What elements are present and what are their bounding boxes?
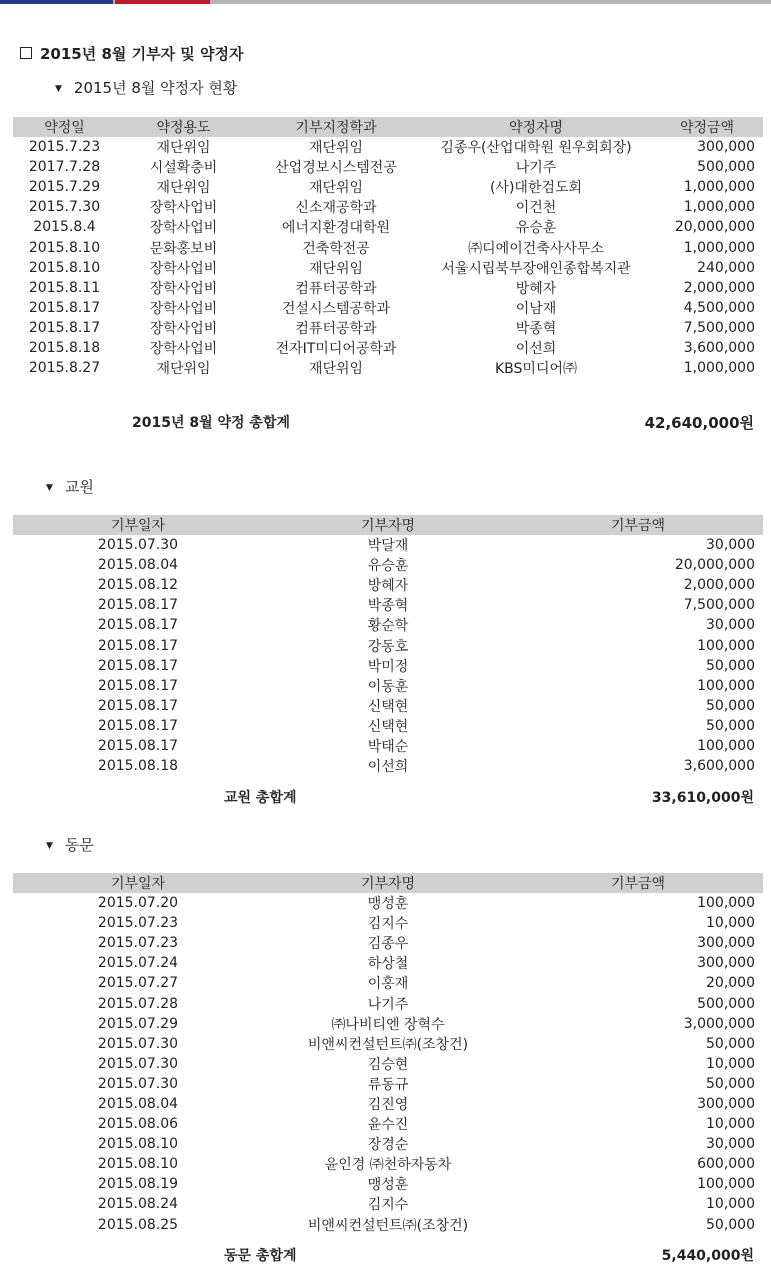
pledges-total-label: 2015년 8월 약정 총합계: [132, 415, 290, 431]
cell-pledge-date: 2015.8.10: [28, 239, 101, 256]
column-header-pledge-date: 약정일: [13, 117, 116, 137]
cell-donor-name: 김진영: [367, 1096, 409, 1113]
cell-donation-amount: 3,000,000: [683, 1015, 755, 1032]
cell-pledge-amount: 1,000,000: [683, 179, 755, 196]
cell-pledge-date: 2015.8.11: [28, 279, 101, 296]
cell-donation-date: 2015.08.17: [97, 717, 179, 734]
table-row: [13, 258, 763, 278]
cell-donation-amount: 300,000: [697, 935, 755, 952]
cell-designated-dept: 재단위임: [308, 140, 364, 157]
faculty-section-title: ▼ 교원: [46, 478, 94, 496]
cell-donation-amount: 100,000: [697, 677, 755, 694]
table-row: [13, 595, 763, 615]
cell-pledge-purpose: 장학사업비: [149, 280, 218, 297]
cell-donation-date: 2015.08.18: [97, 758, 179, 775]
cell-donor-name: 방혜자: [367, 578, 409, 595]
cell-donation-date: 2015.08.24: [97, 1196, 179, 1213]
column-header-donation-amount: 기부금액: [513, 515, 763, 535]
table-row: [13, 177, 763, 197]
cell-pledge-amount: 1,000,000: [683, 199, 755, 216]
cell-donation-date: 2015.08.04: [97, 1095, 179, 1112]
cell-pledge-amount: 240,000: [697, 259, 755, 276]
alumni-total-label: 동문 총합계: [224, 1248, 297, 1264]
cell-donation-amount: 100,000: [697, 637, 755, 654]
cell-designated-dept: 건설시스템공학과: [281, 300, 391, 317]
cell-designated-dept: 에너지환경대학원: [281, 220, 391, 237]
cell-pledge-amount: 2,000,000: [683, 279, 755, 296]
cell-pledge-purpose: 장학사업비: [149, 260, 218, 277]
cell-pledge-date: 2015.8.17: [28, 319, 101, 336]
cell-donation-date: 2015.07.23: [97, 915, 179, 932]
table-row: [13, 1074, 763, 1094]
table-header-row: [13, 117, 763, 137]
cell-pledge-amount: 1,000,000: [683, 239, 755, 256]
cell-pledge-date: 2015.7.29: [28, 179, 101, 196]
table-row: [13, 696, 763, 716]
cell-pledge-purpose: 장학사업비: [149, 300, 218, 317]
table-row: [13, 615, 763, 635]
table-row: [13, 913, 763, 933]
column-header-donation-amount: 기부금액: [513, 873, 763, 893]
square-bullet-icon: [20, 47, 32, 59]
cell-pledge-purpose: 재단위임: [156, 361, 211, 378]
cell-donation-date: 2015.07.30: [97, 1035, 179, 1052]
cell-pledger-name: 이건천: [515, 200, 557, 217]
cell-donation-amount: 20,000,000: [674, 557, 755, 574]
alumni-section-title: ▼ 동문: [46, 836, 94, 854]
cell-designated-dept: 컴퓨터공학과: [295, 320, 377, 337]
cell-donation-date: 2015.07.29: [97, 1015, 179, 1032]
pledges-section-title: ▼ 2015년 8월 약정자 현황: [55, 79, 238, 97]
cell-donor-name: 맹성훈: [367, 896, 409, 913]
cell-donation-amount: 20,000: [706, 975, 755, 992]
table-row: [13, 555, 763, 575]
cell-donor-name: 박종혁: [367, 598, 409, 615]
cell-pledger-name: KBS미디어㈜: [495, 361, 577, 378]
cell-pledger-name: 이남재: [515, 300, 557, 317]
cell-donation-amount: 50,000: [706, 1075, 755, 1092]
cell-donor-name: 박달재: [367, 538, 409, 555]
cell-donor-name: 윤인경 ㈜천하자동차: [324, 1157, 452, 1174]
triangle-bullet-icon: ▼: [46, 841, 53, 851]
cell-pledge-purpose: 재단위임: [156, 180, 211, 197]
table-row: [13, 157, 763, 177]
cell-donation-date: 2015.07.23: [97, 935, 179, 952]
cell-pledger-name: ㈜디에이건축사사무소: [468, 240, 604, 257]
cell-designated-dept: 신소재공학과: [295, 200, 377, 217]
cell-pledger-name: 이선희: [515, 340, 557, 357]
cell-donation-amount: 30,000: [706, 537, 755, 554]
cell-donation-amount: 100,000: [697, 895, 755, 912]
cell-donor-name: 이선희: [367, 759, 409, 776]
cell-pledge-date: 2015.8.4: [33, 219, 96, 236]
table-row: [13, 298, 763, 318]
cell-pledge-date: 2015.7.30: [28, 199, 101, 216]
cell-donation-date: 2015.07.30: [97, 537, 179, 554]
table-row: [13, 217, 763, 237]
cell-donation-amount: 2,000,000: [683, 577, 755, 594]
table-row: [13, 716, 763, 736]
table-row: [13, 197, 763, 217]
triangle-bullet-icon: ▼: [55, 84, 62, 94]
top-bar-red-segment: [115, 0, 210, 4]
cell-donation-amount: 100,000: [697, 1176, 755, 1193]
cell-donation-amount: 30,000: [706, 617, 755, 634]
cell-pledge-date: 2015.8.10: [28, 259, 101, 276]
table-row: [13, 933, 763, 953]
cell-pledge-amount: 20,000,000: [674, 219, 755, 236]
cell-pledge-date: 2015.8.27: [28, 360, 101, 377]
cell-designated-dept: 건축학전공: [302, 240, 370, 257]
table-row: [13, 358, 763, 378]
table-row: [13, 318, 763, 338]
cell-donation-amount: 10,000: [706, 1116, 755, 1133]
cell-donor-name: 이홍재: [367, 976, 409, 993]
cell-donation-date: 2015.08.10: [97, 1156, 179, 1173]
cell-donation-amount: 600,000: [697, 1156, 755, 1173]
table-row: [13, 736, 763, 756]
cell-donor-name: 하상철: [367, 956, 409, 973]
table-row: [13, 656, 763, 676]
cell-pledge-purpose: 재단위임: [156, 140, 211, 157]
cell-donation-amount: 300,000: [697, 1095, 755, 1112]
cell-donation-amount: 30,000: [706, 1136, 755, 1153]
table-row: [13, 1034, 763, 1054]
cell-donation-date: 2015.08.17: [97, 657, 179, 674]
cell-donation-date: 2015.08.19: [97, 1176, 179, 1193]
cell-donation-date: 2015.07.30: [97, 1075, 179, 1092]
cell-donation-date: 2015.08.17: [97, 637, 179, 654]
cell-donation-date: 2015.08.17: [97, 597, 179, 614]
column-header-donor-name: 기부자명: [263, 515, 513, 535]
cell-donation-amount: 3,600,000: [683, 758, 755, 775]
table-row: [13, 1014, 763, 1034]
table-row: [13, 1154, 763, 1174]
table-row: [13, 993, 763, 1013]
cell-donor-name: 류동규: [367, 1076, 409, 1093]
cell-pledge-amount: 500,000: [697, 159, 755, 176]
cell-donation-date: 2015.08.10: [97, 1136, 179, 1153]
cell-donor-name: 김종우: [367, 936, 409, 953]
column-header-pledge-amount: 약정금액: [651, 117, 763, 137]
table-row: [13, 1215, 763, 1235]
cell-donor-name: 신택현: [367, 698, 409, 715]
cell-designated-dept: 전자IT미디어공학과: [275, 340, 397, 357]
table-row: [13, 237, 763, 257]
cell-pledger-name: (사)대한검도회: [489, 180, 583, 197]
top-bar-blue-segment: [0, 0, 113, 4]
table-row: [13, 137, 763, 157]
cell-donor-name: 비앤씨컨설턴트㈜(조창건): [307, 1217, 469, 1234]
cell-donor-name: 김승현: [367, 1056, 409, 1073]
cell-donation-date: 2015.08.12: [97, 577, 179, 594]
table-row: [13, 676, 763, 696]
cell-donation-date: 2015.08.17: [97, 737, 179, 754]
cell-donor-name: 황순학: [367, 618, 409, 635]
table-row: [13, 1134, 763, 1154]
cell-pledge-purpose: 문화홍보비: [149, 240, 218, 257]
table-row: [13, 893, 763, 913]
column-header-donation-date: 기부일자: [13, 515, 263, 535]
cell-donor-name: 맹성훈: [367, 1177, 409, 1194]
column-header-pledger-name: 약정자명: [421, 117, 651, 137]
table-row: [13, 1114, 763, 1134]
cell-donation-amount: 50,000: [706, 697, 755, 714]
cell-pledger-name: 박종혁: [515, 320, 557, 337]
cell-donor-name: 나기주: [367, 996, 409, 1013]
column-header-designated-dept: 기부지정학과: [251, 117, 421, 137]
table-header-row: [13, 873, 763, 893]
table-row: [13, 1194, 763, 1214]
table-row: [13, 1094, 763, 1114]
table-row: [13, 575, 763, 595]
cell-pledge-amount: 7,500,000: [683, 319, 755, 336]
cell-pledge-amount: 4,500,000: [683, 299, 755, 316]
cell-donation-amount: 50,000: [706, 717, 755, 734]
cell-donation-date: 2015.08.04: [97, 557, 179, 574]
cell-donor-name: 신택현: [367, 718, 409, 735]
cell-donor-name: 박태순: [367, 738, 409, 755]
cell-donation-date: 2015.07.24: [97, 955, 179, 972]
cell-donation-amount: 500,000: [697, 995, 755, 1012]
cell-pledge-amount: 300,000: [697, 139, 755, 156]
cell-pledge-date: 2015.8.17: [28, 299, 101, 316]
cell-donor-name: 박미정: [367, 658, 409, 675]
cell-designated-dept: 재단위임: [308, 260, 364, 277]
cell-pledge-purpose: 시설확충비: [149, 160, 218, 177]
cell-donor-name: 김지수: [367, 916, 409, 933]
table-row: [13, 973, 763, 993]
cell-donor-name: 강동호: [367, 638, 409, 655]
cell-donation-date: 2015.07.27: [97, 975, 179, 992]
cell-donation-amount: 10,000: [706, 1055, 755, 1072]
cell-donation-amount: 50,000: [706, 1216, 755, 1233]
cell-donation-date: 2015.07.28: [97, 995, 179, 1012]
column-header-donor-name: 기부자명: [263, 873, 513, 893]
table-row: [13, 535, 763, 555]
column-header-donation-date: 기부일자: [13, 873, 263, 893]
cell-pledge-purpose: 장학사업비: [149, 320, 218, 337]
cell-designated-dept: 산업경보시스템전공: [275, 160, 397, 177]
cell-pledge-amount: 3,600,000: [683, 339, 755, 356]
cell-pledge-purpose: 장학사업비: [149, 340, 218, 357]
cell-donation-date: 2015.07.20: [97, 895, 179, 912]
cell-donor-name: 장경순: [367, 1137, 409, 1154]
alumni-total-value: 5,440,000원: [661, 1248, 754, 1264]
table-header-row: [13, 515, 763, 535]
cell-donation-amount: 50,000: [706, 1035, 755, 1052]
cell-pledger-name: 김종우(산업대학원 원우회회장): [440, 140, 632, 157]
pledges-table: [13, 117, 763, 378]
triangle-bullet-icon: ▼: [46, 483, 53, 493]
cell-designated-dept: 컴퓨터공학과: [295, 280, 377, 297]
cell-donor-name: 이동훈: [367, 678, 409, 695]
cell-pledge-purpose: 장학사업비: [149, 220, 218, 237]
page-title: 2015년 8월 기부자 및 약정자: [20, 43, 244, 64]
cell-donor-name: 유승훈: [367, 558, 409, 575]
cell-pledger-name: 방혜자: [515, 280, 557, 297]
cell-donation-amount: 7,500,000: [683, 597, 755, 614]
cell-donation-date: 2015.08.17: [97, 697, 179, 714]
cell-donation-amount: 100,000: [697, 737, 755, 754]
cell-donation-amount: 300,000: [697, 955, 755, 972]
cell-donation-date: 2015.08.17: [97, 677, 179, 694]
cell-designated-dept: 재단위임: [308, 361, 364, 378]
table-row: [13, 1174, 763, 1194]
cell-donor-name: ㈜나비티엔 장혁수: [331, 1016, 445, 1033]
table-row: [13, 953, 763, 973]
cell-donation-date: 2015.07.30: [97, 1055, 179, 1072]
table-row: [13, 338, 763, 358]
cell-pledge-amount: 1,000,000: [683, 360, 755, 377]
column-header-pledge-purpose: 약정용도: [116, 117, 251, 137]
cell-donation-amount: 50,000: [706, 657, 755, 674]
faculty-total-value: 33,610,000원: [651, 790, 754, 806]
faculty-table: [13, 515, 763, 776]
cell-pledger-name: 유승훈: [515, 220, 557, 237]
cell-pledger-name: 나기주: [515, 160, 557, 177]
cell-pledge-date: 2015.7.23: [28, 139, 101, 156]
faculty-total-label: 교원 총합계: [224, 790, 297, 806]
cell-donation-amount: 10,000: [706, 915, 755, 932]
table-row: [13, 635, 763, 655]
pledges-total-value: 42,640,000원: [644, 414, 754, 432]
cell-donation-date: 2015.08.17: [97, 617, 179, 634]
cell-pledger-name: 서울시립북부장애인종합복지관: [441, 260, 631, 277]
cell-donor-name: 김지수: [367, 1197, 409, 1214]
cell-pledge-date: 2015.8.18: [28, 339, 101, 356]
table-row: [13, 756, 763, 776]
cell-designated-dept: 재단위임: [308, 180, 364, 197]
cell-donation-date: 2015.08.06: [97, 1116, 179, 1133]
table-row: [13, 1054, 763, 1074]
cell-donor-name: 비앤씨컨설턴트㈜(조창건): [307, 1036, 469, 1053]
cell-donation-amount: 10,000: [706, 1196, 755, 1213]
cell-pledge-date: 2017.7.28: [28, 159, 101, 176]
alumni-table: [13, 873, 763, 1235]
table-row: [13, 278, 763, 298]
cell-donation-date: 2015.08.25: [97, 1216, 179, 1233]
top-color-bar: [0, 0, 771, 4]
cell-donor-name: 윤수진: [367, 1117, 409, 1134]
cell-pledge-purpose: 장학사업비: [149, 200, 218, 217]
